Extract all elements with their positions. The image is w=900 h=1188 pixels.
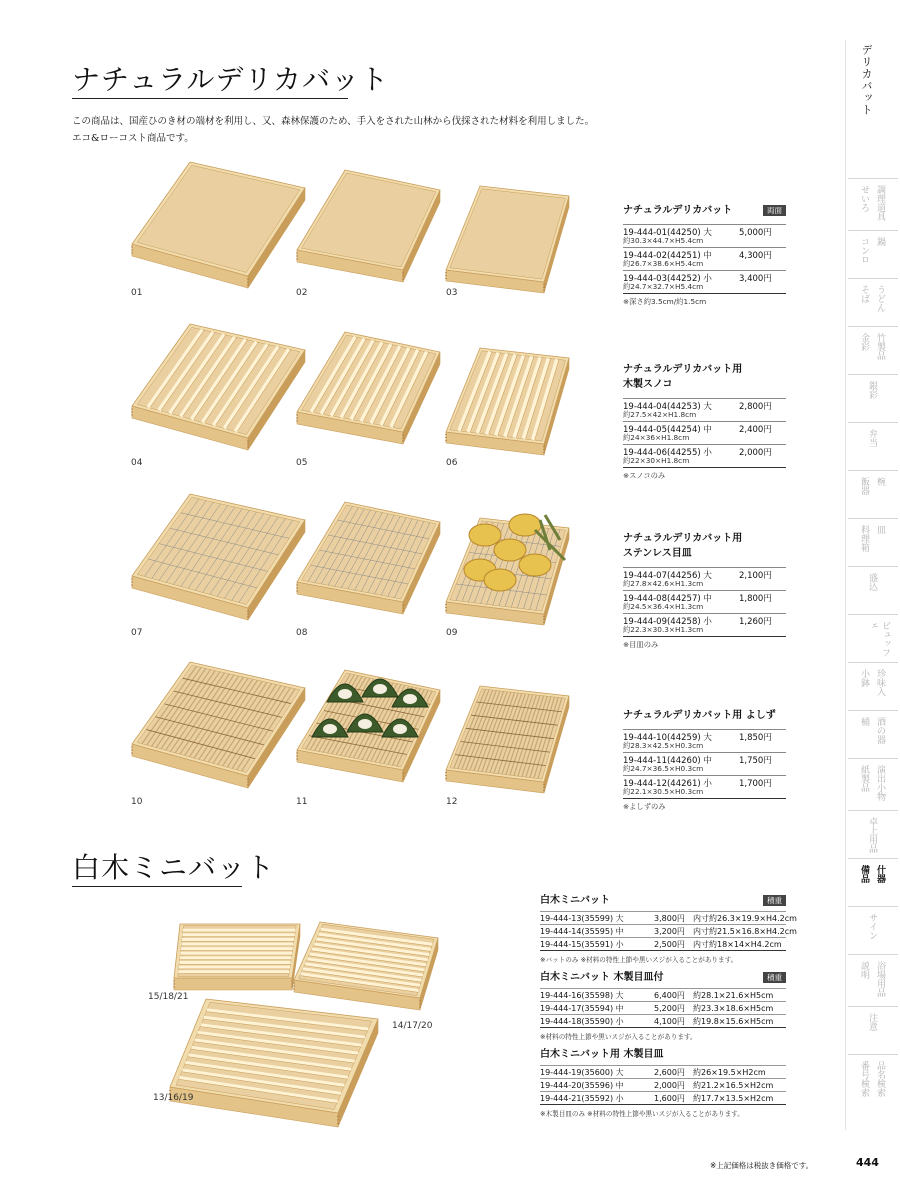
product-title: 白木ミニバット用 木製目皿 — [540, 1049, 664, 1060]
sidebar-tab[interactable] — [848, 758, 898, 811]
sidebar-tab-label: 銀彩 — [867, 381, 877, 399]
image-number: 10 — [131, 797, 143, 807]
product-title: ナチュラルデリカバット用 — [623, 364, 743, 375]
sidebar-tab-label: 調理道具 — [875, 185, 885, 221]
sidebar-tab-label: 小鉢 — [859, 669, 869, 687]
product-note: ※深さ約3.5cm/約1.5cm — [623, 293, 786, 307]
sidebar-tab[interactable] — [848, 178, 898, 231]
sidebar-tab-label: うどん — [875, 285, 885, 312]
badge-stackable: 積重 — [763, 895, 786, 906]
title-underline — [72, 98, 348, 99]
badge-stackable: 積重 — [763, 972, 786, 983]
sidebar-tab-label: せいろ — [859, 185, 869, 212]
tray-image-large — [130, 658, 310, 793]
sidebar-tab-label: 什器 — [875, 865, 885, 883]
price-row: 19-444-05(44254) 中 約24×36×H1.8cm 2,400円 — [623, 421, 786, 444]
tray-image-small — [444, 682, 574, 794]
image-number: 05 — [296, 458, 308, 468]
sidebar-tab-label: 椀 — [875, 477, 885, 486]
price-row: 19-444-07(44256) 大 約27.8×42.6×H1.3cm 2,100円 — [623, 567, 786, 590]
sidebar-tab[interactable] — [848, 518, 898, 567]
product-block-delica — [623, 203, 786, 307]
price-row: 19-444-16(35598) 大 6,400円 約28.1×21.6×H5cm — [540, 988, 786, 1001]
title-underline — [72, 886, 242, 887]
price-row: 19-444-01(44250) 大 約30.3×44.7×H5.4cm 5,000円 — [623, 224, 786, 247]
image-label: 15/18/21 — [148, 992, 189, 1002]
intro-text-line2: エコ&ローコスト商品です。 — [72, 133, 194, 144]
product-note: ※バットのみ ※材料の特性上節や黒いスジが入ることがあります。 — [540, 950, 786, 964]
sidebar-tab-label: 備品 — [859, 865, 869, 883]
product-note: ※木製目皿のみ ※材料の特性上節や黒いスジが入ることがあります。 — [540, 1104, 786, 1118]
page-number: 444 — [856, 1156, 879, 1169]
sidebar-tab-label: 品名検索 — [875, 1061, 885, 1097]
sidebar-tab-label: 皿 — [875, 525, 885, 534]
tray-image-medium — [295, 166, 445, 291]
tray-image-small — [444, 182, 574, 294]
sidebar-tab-label: 卓上用品 — [867, 817, 877, 853]
sidebar-tab-label: 演出小物 — [875, 765, 885, 801]
sidebar-tab[interactable] — [848, 710, 898, 759]
price-row: 19-444-12(44261) 小 約22.1×30.5×H0.3cm 1,700円 — [623, 775, 786, 798]
sidebar-tab-label: 酒の器 — [875, 717, 885, 744]
sidebar-divider — [845, 40, 846, 1130]
product-title-line2: 木製スノコ — [623, 379, 673, 390]
sidebar-tab[interactable] — [848, 230, 898, 279]
sidebar-tab-label: 注意 — [867, 1013, 877, 1031]
price-row: 19-444-09(44258) 小 約22.3×30.3×H1.3cm 1,260円 — [623, 613, 786, 636]
sidebar-tab-label: コンロ — [859, 237, 869, 264]
sidebar-tab[interactable] — [848, 1054, 898, 1107]
section-title-shiraki-mini: 白木ミニバット — [72, 851, 276, 884]
tray-image-large — [130, 490, 310, 625]
sidebar-tab[interactable] — [848, 906, 898, 955]
mini-tray-image-small — [172, 918, 307, 998]
price-row: 19-444-04(44253) 大 約27.5×42×H1.8cm 2,800円 — [623, 398, 786, 421]
tempura-food-image — [455, 510, 575, 600]
sidebar-tab-label: 竹製品 — [875, 333, 885, 360]
product-note: ※目皿のみ — [623, 636, 786, 650]
sidebar-tab-label: 説明 — [859, 961, 869, 979]
sidebar-tab[interactable] — [848, 278, 898, 327]
image-number: 12 — [446, 797, 458, 807]
wooden-plate-block — [540, 1047, 786, 1118]
tray-image-large — [130, 158, 310, 293]
sidebar-tab-label: 浴場用品 — [875, 961, 885, 997]
price-row: 19-444-19(35600) 大 2,600円 約26×19.5×H2cm — [540, 1065, 786, 1078]
product-title: ナチュラルデリカバット用 よしず — [623, 710, 776, 721]
mini-bat-with-plate-block — [540, 970, 786, 1041]
sidebar-tab[interactable] — [848, 566, 898, 615]
tax-note: ※上記価格は税抜き価格です。 — [710, 1161, 814, 1170]
tray-image-medium — [295, 498, 445, 623]
product-title: ナチュラルデリカバット用 — [623, 533, 743, 544]
image-number: 01 — [131, 288, 143, 298]
image-number: 09 — [446, 628, 458, 638]
leaf-wrapped-sweets-image — [305, 668, 445, 758]
price-row: 19-444-17(35594) 中 5,200円 約23.3×18.6×H5cm — [540, 1001, 786, 1014]
price-row: 19-444-20(35596) 中 2,000円 約21.2×16.5×H2cm — [540, 1078, 786, 1091]
sidebar-tab-label: ビュッフェ — [867, 621, 890, 657]
tray-image-large — [130, 320, 310, 455]
sidebar-tab[interactable] — [848, 470, 898, 519]
sidebar-tab[interactable] — [848, 422, 898, 471]
price-row: 19-444-18(35590) 小 4,100円 約19.8×15.6×H5cm — [540, 1014, 786, 1027]
product-block-stainless — [623, 531, 786, 650]
sidebar-tab[interactable] — [848, 810, 898, 859]
product-note: ※スノコのみ — [623, 467, 786, 481]
price-row: 19-444-13(35599) 大 3,800円 内寸約26.3×19.9×H4.2cm — [540, 911, 786, 924]
product-title: 白木ミニバット — [540, 895, 610, 906]
price-row: 19-444-08(44257) 中 約24.5×36.4×H1.3cm 1,800円 — [623, 590, 786, 613]
image-number: 08 — [296, 628, 308, 638]
sidebar-tab-label: 弁当 — [867, 429, 877, 447]
sidebar-tab[interactable] — [848, 1006, 898, 1055]
sidebar-tab[interactable] — [848, 614, 898, 663]
sidebar-tab-label: サイン — [867, 913, 877, 940]
product-note: ※よしずのみ — [623, 798, 786, 812]
sidebar-tab-label: 盛込 — [867, 573, 877, 591]
sidebar-tab-label: 料理箱 — [859, 525, 869, 552]
image-number: 02 — [296, 288, 308, 298]
product-note: ※材料の特性上節や黒いスジが入ることがあります。 — [540, 1027, 786, 1041]
sidebar-tab[interactable] — [848, 954, 898, 1007]
sidebar-tab-label: 鍋 — [875, 237, 885, 246]
mini-bat-block — [540, 893, 797, 964]
image-number: 11 — [296, 797, 308, 807]
price-row: 19-444-10(44259) 大 約28.3×42.5×H0.3cm 1,850円 — [623, 729, 786, 752]
image-number: 04 — [131, 458, 143, 468]
sidebar-tab-label: そば — [859, 285, 869, 303]
image-number: 06 — [446, 458, 458, 468]
product-title-line2: ステンレス目皿 — [623, 548, 692, 559]
price-row: 19-444-02(44251) 中 約26.7×38.6×H5.4cm 4,300円 — [623, 247, 786, 270]
sidebar-tab-label: 飯器 — [859, 477, 869, 495]
sidebar-tab-label: 珍味入 — [875, 669, 885, 696]
price-row: 19-444-21(35592) 小 1,600円 約17.7×13.5×H2cm — [540, 1091, 786, 1104]
price-row: 19-444-14(35595) 中 3,200円 内寸約21.5×16.8×H4.2cm — [540, 924, 786, 937]
sidebar-heading: デリカバット — [860, 44, 873, 116]
sidebar-tab[interactable] — [848, 326, 898, 375]
sidebar-tab[interactable] — [848, 858, 898, 907]
price-row: 19-444-11(44260) 中 約24.7×36.5×H0.3cm 1,750円 — [623, 752, 786, 775]
product-block-sunoko — [623, 362, 786, 481]
mini-tray-image-large — [168, 995, 383, 1135]
sidebar-tab[interactable] — [848, 662, 898, 711]
tray-image-medium — [295, 328, 445, 453]
sidebar-tab-label: 紙製品 — [859, 765, 869, 792]
price-row: 19-444-03(44252) 小 約24.7×32.7×H5.4cm 3,400円 — [623, 270, 786, 293]
product-title: ナチュラルデリカバット — [623, 205, 733, 216]
image-label: 14/17/20 — [392, 1021, 433, 1031]
image-number: 03 — [446, 288, 458, 298]
sidebar-tab-label: 番号検索 — [859, 1061, 869, 1097]
product-title: 白木ミニバット 木製目皿付 — [540, 972, 664, 983]
sidebar-tab-label: 桶 — [859, 717, 869, 726]
badge-double-sided: 両面 — [763, 205, 786, 216]
product-block-yoshizu — [623, 708, 786, 812]
section-title-natural-delica: ナチュラルデリカバット — [72, 63, 390, 96]
intro-text-line1: この商品は、国産ひのき材の端材を利用し、又、森林保護のため、手入をされた山林から伐採された材料を利用しました。 — [72, 116, 595, 127]
image-label: 13/16/19 — [153, 1093, 194, 1103]
price-row: 19-444-06(44255) 小 約22×30×H1.8cm 2,000円 — [623, 444, 786, 467]
price-row: 19-444-15(35591) 小 2,500円 内寸約18×14×H4.2cm — [540, 937, 786, 950]
image-number: 07 — [131, 628, 143, 638]
tray-image-small — [444, 344, 574, 456]
sidebar-tab[interactable] — [848, 374, 898, 423]
sidebar-tab-label: 金彩 — [859, 333, 869, 351]
